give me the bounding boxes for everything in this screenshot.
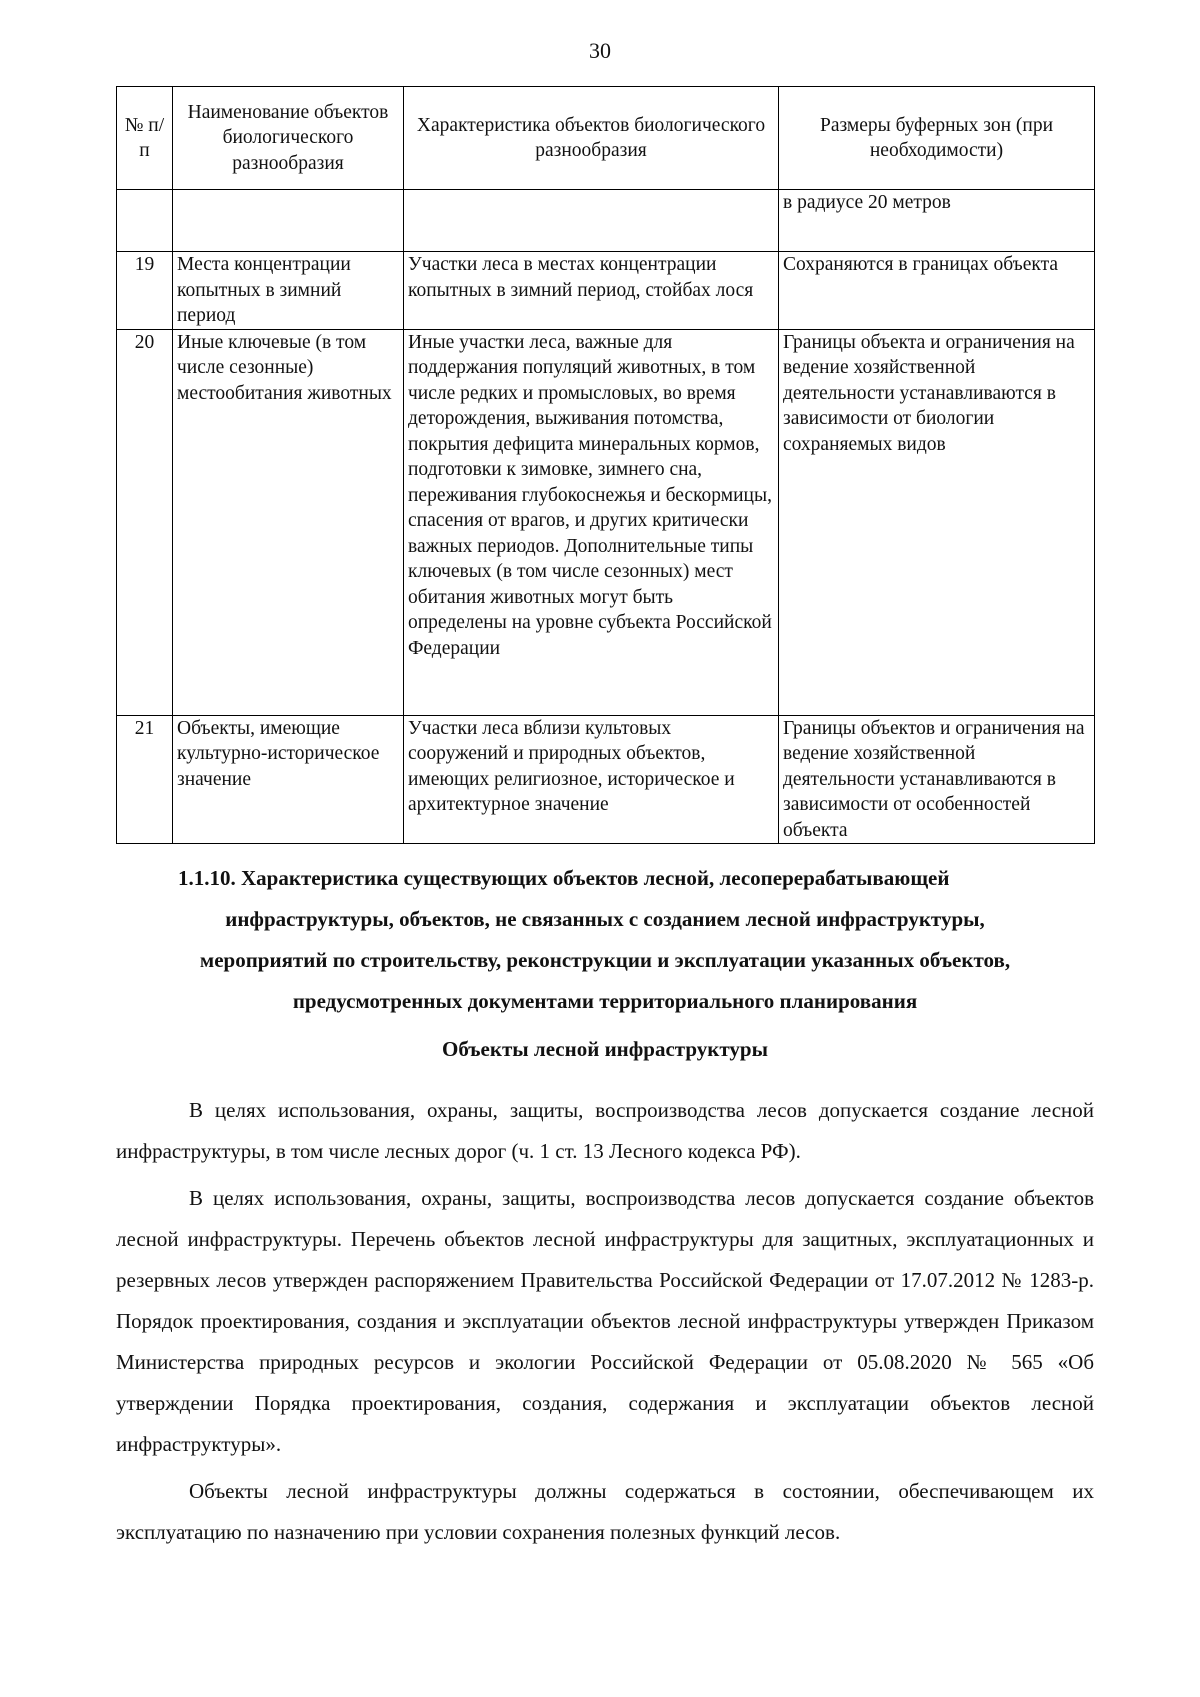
table-row (117, 715, 1095, 844)
table-header-row (117, 87, 1095, 190)
table-row (117, 329, 1095, 715)
paragraph: В целях использования, охраны, защиты, воспроизводства лесов допускается создание лесной инфраструктуры, в том числе лесных дорог (ч. 1 ст. 13 Лесного кодекса РФ). (116, 1098, 1094, 1163)
page-number: 30 (589, 38, 611, 63)
cell-characteristic (404, 190, 779, 252)
table-row (117, 190, 1095, 252)
cell-number (117, 190, 173, 252)
cell-characteristic: Участки леса в местах концентрации копытных в зимний период, стойбах лося (404, 252, 779, 330)
subheading: Объекты лесной инфраструктуры (442, 1037, 768, 1061)
cell-number: 20 (117, 329, 173, 715)
section-heading (116, 858, 1094, 1022)
cell-name: Места концентрации копытных в зимний период (173, 252, 404, 330)
header-characteristic: Характеристика объектов биологического разнообразия (404, 87, 779, 190)
cell-characteristic: Иные участки леса, важные для поддержания популяций животных, в том числе редких и промысловых, во время деторождения, выживания потомства, покрытия дефицита минеральных кормов, подготовки к зимовке, зимнего сна, переживания глубокоснежья и бескормицы, спасения от врагов, и других критически важных периодов. Дополнительные типы ключевых (в том числе сезонных) мест обитания животных могут быть определены на уровне субъекта Российской Федерации (404, 329, 779, 715)
section-heading-line: инфраструктуры, объектов, не связанных с созданием лесной инфраструктуры, (225, 907, 985, 931)
cell-buffer: Границы объекта и ограничения на ведение хозяйственной деятельности устанавливаются в зависимости от биологии сохраняемых видов (779, 329, 1095, 715)
cell-name: Объекты, имеющие культурно-историческое значение (173, 715, 404, 844)
cell-buffer: Границы объектов и ограничения на ведение хозяйственной деятельности устанавливаются в зависимости от особенностей объекта (779, 715, 1095, 844)
cell-characteristic: Участки леса вблизи культовых сооружений и природных объектов, имеющих религиозное, историческое и архитектурное значение (404, 715, 779, 844)
paragraph: В целях использования, охраны, защиты, воспроизводства лесов допускается создание объектов лесной инфраструктуры. Перечень объектов лесной инфраструктуры для защитных, эксплуатационных и резервных лесов утвержден распоряжением Правительства Российской Федерации от 17.07.2012 № 1283-р. Порядок проектирования, создания и эксплуатации объектов лесной инфраструктуры утвержден Приказом Министерства природных ресурсов и экологии Российской Федерации от 05.08.2020 № 565 «Об утверждении Порядка проектирования, создания, содержания и эксплуатации объектов лесной инфраструктуры». (116, 1186, 1094, 1456)
body-text (116, 1090, 1094, 1559)
header-buffer: Размеры буферных зон (при необходимости) (779, 87, 1095, 190)
section-heading-line: 1.1.10. Характеристика существующих объектов лесной, лесоперерабатывающей (178, 866, 950, 890)
cell-name: Иные ключевые (в том числе сезонные) местообитания животных (173, 329, 404, 715)
cell-buffer: в радиусе 20 метров (779, 190, 1095, 252)
cell-name (173, 190, 404, 252)
paragraph: Объекты лесной инфраструктуры должны содержаться в состоянии, обеспечивающем их эксплуатацию по назначению при условии сохранения полезных функций лесов. (116, 1479, 1094, 1544)
header-number: № п/п (117, 87, 173, 190)
section-heading-line: предусмотренных документами территориального планирования (292, 989, 918, 1013)
table-row (117, 252, 1095, 330)
section-heading-line: мероприятий по строительству, реконструкции и эксплуатации указанных объектов, (199, 948, 1011, 972)
biodiversity-table (116, 86, 1095, 844)
cell-number: 21 (117, 715, 173, 844)
cell-number: 19 (117, 252, 173, 330)
cell-buffer: Сохраняются в границах объекта (779, 252, 1095, 330)
header-name: Наименование объектов биологического разнообразия (173, 87, 404, 190)
